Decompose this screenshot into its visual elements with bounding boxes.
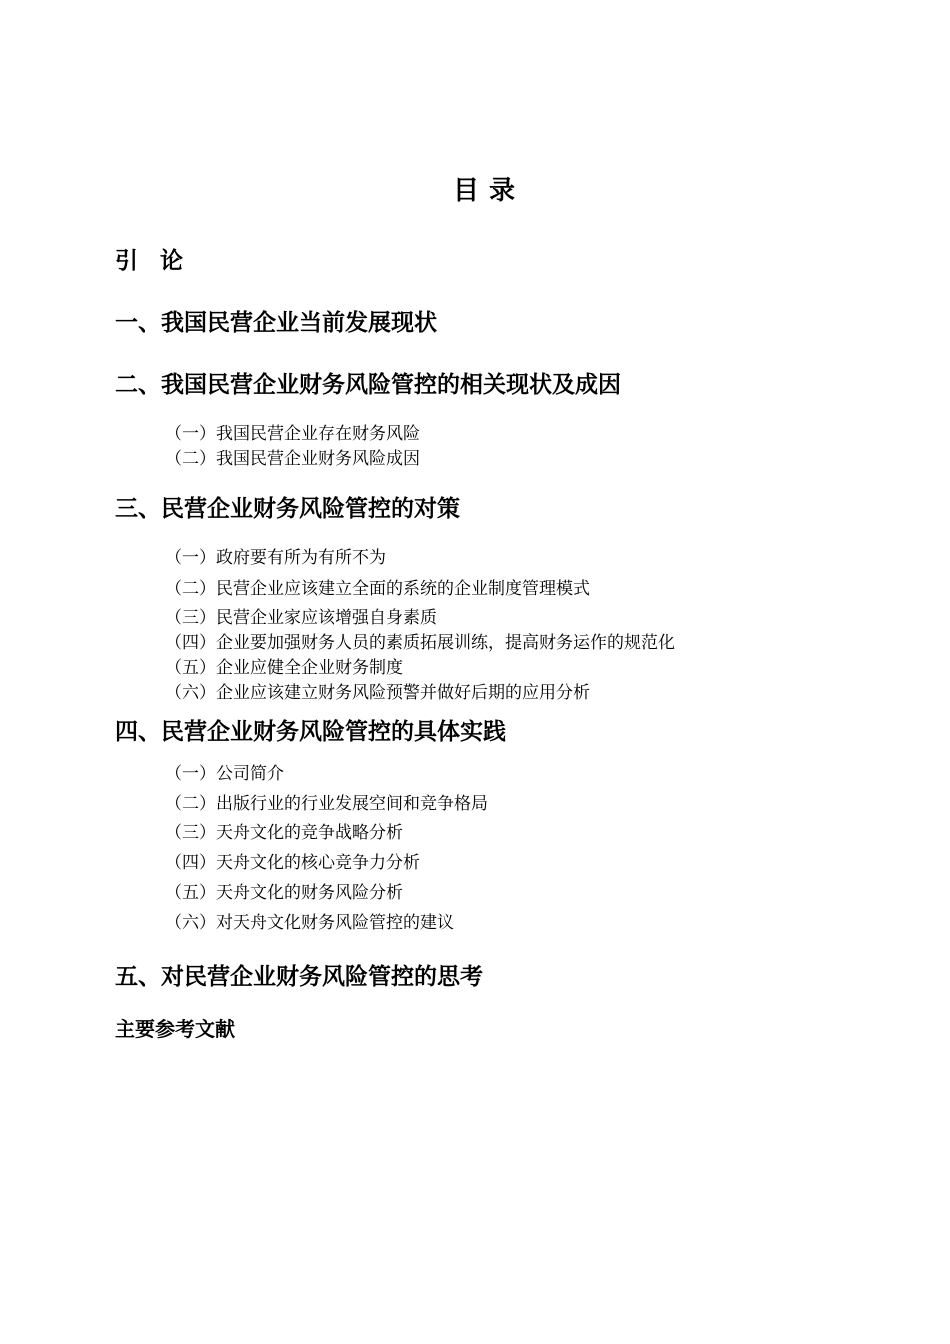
toc-subitem: （三）天舟文化的竞争战略分析	[165, 823, 403, 843]
toc-heading-references: 主要参考文献	[115, 1017, 235, 1041]
toc-subitem: （二）出版行业的行业发展空间和竞争格局	[165, 794, 488, 814]
toc-subitem: （二）我国民营企业财务风险成因	[165, 449, 420, 469]
toc-subitem: （四）企业要加强财务人员的素质拓展训练，提高财务运作的规范化	[165, 633, 675, 653]
toc-subitem: （一）公司简介	[165, 764, 284, 784]
toc-subitem: （六）企业应该建立财务风险预警并做好后期的应用分析	[165, 683, 590, 703]
toc-heading-3: 三、民营企业财务风险管控的对策	[115, 496, 460, 522]
toc-subitem: （三）民营企业家应该增强自身素质	[165, 608, 437, 628]
toc-subitem: （五）天舟文化的财务风险分析	[165, 883, 403, 903]
toc-heading-2: 二、我国民营企业财务风险管控的相关现状及成因	[115, 372, 621, 398]
toc-subitem: （二）民营企业应该建立全面的系统的企业制度管理模式	[165, 579, 590, 599]
toc-subitem: （六）对天舟文化财务风险管控的建议	[165, 913, 454, 933]
toc-subitem: （一）我国民营企业存在财务风险	[165, 424, 420, 444]
toc-subitem: （五）企业应健全企业财务制度	[165, 658, 403, 678]
toc-heading-5: 五、对民营企业财务风险管控的思考	[115, 964, 483, 990]
toc-heading-4: 四、民营企业财务风险管控的具体实践	[115, 719, 506, 745]
toc-heading-intro: 引论	[115, 248, 205, 274]
page-title: 目录	[452, 176, 525, 206]
toc-subitem: （四）天舟文化的核心竞争力分析	[165, 853, 420, 873]
toc-heading-1: 一、我国民营企业当前发展现状	[115, 310, 437, 336]
toc-subitem: （一）政府要有所为有所不为	[165, 548, 386, 568]
